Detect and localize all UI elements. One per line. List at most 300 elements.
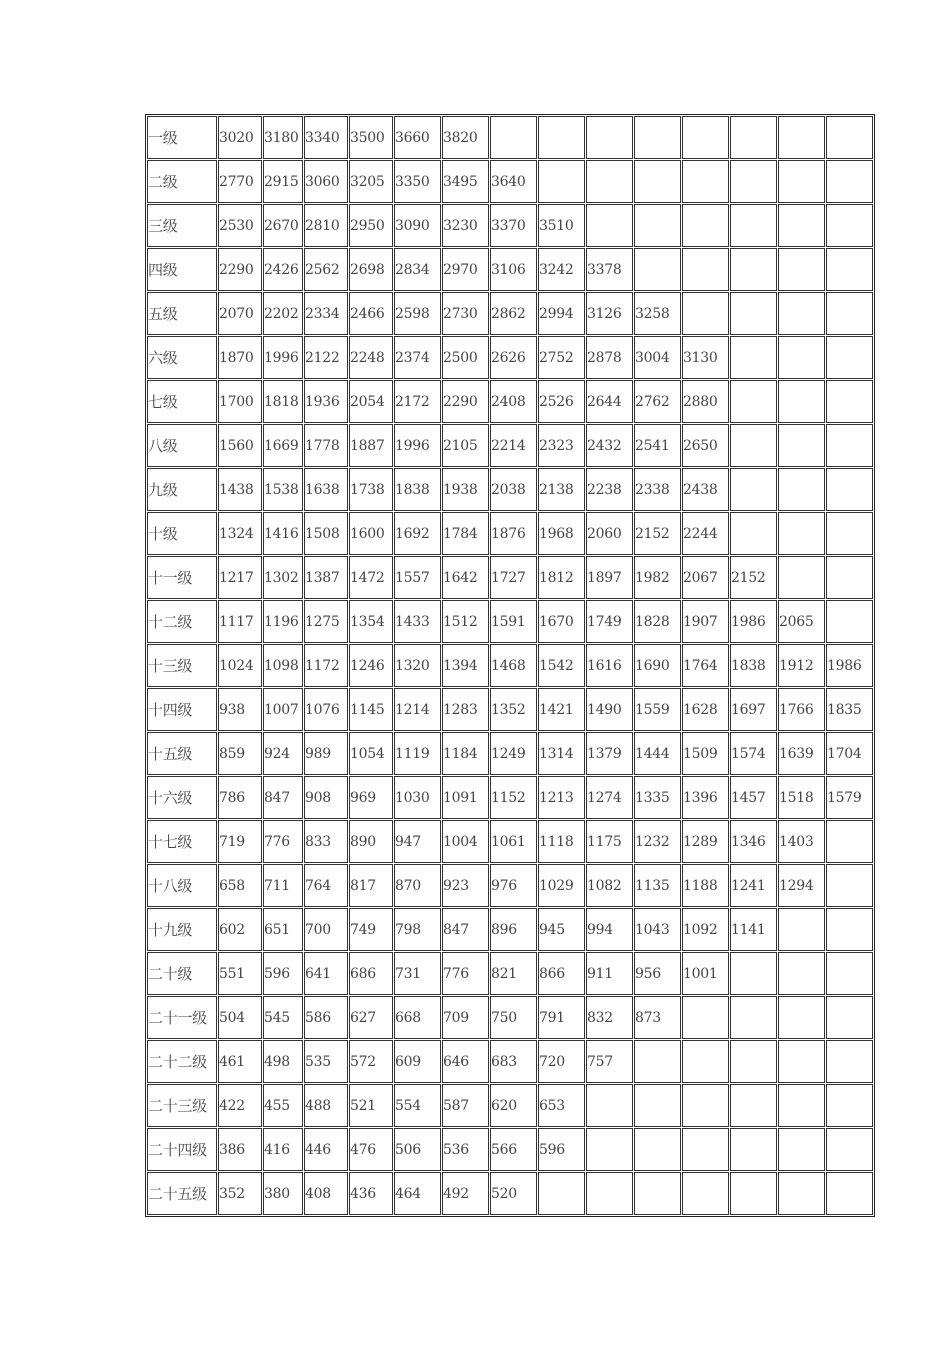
salary-cell: 1700 [218, 380, 262, 423]
salary-cell: 1490 [586, 688, 633, 731]
salary-cell: 1379 [586, 732, 633, 775]
salary-cell [826, 1040, 873, 1083]
salary-cell: 1579 [826, 776, 873, 819]
grade-label: 二十五级 [147, 1172, 217, 1215]
salary-cell: 1628 [682, 688, 729, 731]
salary-cell: 1335 [634, 776, 681, 819]
table-row [147, 1084, 873, 1127]
salary-cell [682, 1040, 729, 1083]
salary-cell: 3060 [304, 160, 348, 203]
table-row [147, 952, 873, 995]
grade-label: 十七级 [147, 820, 217, 863]
salary-cell: 1838 [730, 644, 777, 687]
salary-cell [730, 116, 777, 159]
salary-cell [778, 336, 825, 379]
salary-cell: 1472 [349, 556, 393, 599]
salary-cell: 476 [349, 1128, 393, 1171]
salary-cell: 2562 [304, 248, 348, 291]
salary-cell [682, 1172, 729, 1215]
salary-cell: 1642 [442, 556, 489, 599]
salary-cell [826, 204, 873, 247]
salary-cell: 658 [218, 864, 262, 907]
salary-cell: 776 [442, 952, 489, 995]
salary-cell: 1457 [730, 776, 777, 819]
salary-cell: 455 [263, 1084, 303, 1127]
salary-cell: 2152 [730, 556, 777, 599]
salary-cell [730, 160, 777, 203]
table-row [147, 380, 873, 423]
salary-cell: 908 [304, 776, 348, 819]
salary-cell: 1275 [304, 600, 348, 643]
salary-cell: 1542 [538, 644, 585, 687]
grade-label: 二十二级 [147, 1040, 217, 1083]
salary-cell [730, 204, 777, 247]
salary-cell: 492 [442, 1172, 489, 1215]
salary-cell: 498 [263, 1040, 303, 1083]
salary-cell: 380 [263, 1172, 303, 1215]
salary-cell [826, 820, 873, 863]
salary-cell: 1076 [304, 688, 348, 731]
salary-cell: 1574 [730, 732, 777, 775]
salary-cell [778, 248, 825, 291]
salary-cell: 1704 [826, 732, 873, 775]
salary-cell [778, 424, 825, 467]
salary-cell: 1421 [538, 688, 585, 731]
table-row [147, 512, 873, 555]
salary-cell: 719 [218, 820, 262, 863]
salary-cell: 408 [304, 1172, 348, 1215]
salary-cell: 2067 [682, 556, 729, 599]
grade-label: 十六级 [147, 776, 217, 819]
salary-cell: 572 [349, 1040, 393, 1083]
salary-cell: 641 [304, 952, 348, 995]
salary-cell: 627 [349, 996, 393, 1039]
salary-cell: 1509 [682, 732, 729, 775]
table-row [147, 1128, 873, 1171]
grade-label: 三级 [147, 204, 217, 247]
salary-cell [634, 204, 681, 247]
salary-cell [730, 424, 777, 467]
salary-cell: 2038 [490, 468, 537, 511]
grade-label: 十五级 [147, 732, 217, 775]
salary-cell: 1196 [263, 600, 303, 643]
table-row [147, 600, 873, 643]
salary-cell: 2834 [394, 248, 441, 291]
salary-cell: 620 [490, 1084, 537, 1127]
salary-cell [778, 952, 825, 995]
salary-cell: 1828 [634, 600, 681, 643]
grade-label: 十八级 [147, 864, 217, 907]
salary-cell: 2970 [442, 248, 489, 291]
salary-cell: 1938 [442, 468, 489, 511]
salary-cell: 2408 [490, 380, 537, 423]
salary-cell: 976 [490, 864, 537, 907]
salary-cell [682, 204, 729, 247]
salary-cell: 1560 [218, 424, 262, 467]
salary-cell: 923 [442, 864, 489, 907]
salary-cell: 1468 [490, 644, 537, 687]
table-body [147, 116, 873, 1215]
salary-cell: 2172 [394, 380, 441, 423]
salary-cell: 1118 [538, 820, 585, 863]
salary-cell: 1029 [538, 864, 585, 907]
salary-cell [778, 512, 825, 555]
salary-cell: 791 [538, 996, 585, 1039]
salary-cell: 1764 [682, 644, 729, 687]
salary-cell: 1283 [442, 688, 489, 731]
grade-label: 七级 [147, 380, 217, 423]
salary-cell: 566 [490, 1128, 537, 1171]
salary-cell: 1616 [586, 644, 633, 687]
salary-cell: 2065 [778, 600, 825, 643]
salary-cell: 1092 [682, 908, 729, 951]
salary-cell: 1766 [778, 688, 825, 731]
salary-cell: 1098 [263, 644, 303, 687]
salary-cell: 1557 [394, 556, 441, 599]
salary-cell: 521 [349, 1084, 393, 1127]
salary-cell [826, 1084, 873, 1127]
salary-cell: 911 [586, 952, 633, 995]
salary-cell: 947 [394, 820, 441, 863]
salary-cell: 3378 [586, 248, 633, 291]
salary-cell [730, 336, 777, 379]
salary-cell: 646 [442, 1040, 489, 1083]
grade-label: 十级 [147, 512, 217, 555]
salary-cell: 2698 [349, 248, 393, 291]
salary-cell: 386 [218, 1128, 262, 1171]
salary-cell: 3820 [442, 116, 489, 159]
salary-cell: 2644 [586, 380, 633, 423]
table-row [147, 468, 873, 511]
salary-cell: 2650 [682, 424, 729, 467]
salary-cell: 1249 [490, 732, 537, 775]
salary-cell: 2202 [263, 292, 303, 335]
salary-cell: 1394 [442, 644, 489, 687]
salary-cell: 520 [490, 1172, 537, 1215]
salary-cell: 1835 [826, 688, 873, 731]
salary-cell: 545 [263, 996, 303, 1039]
salary-cell [682, 116, 729, 159]
salary-cell: 938 [218, 688, 262, 731]
salary-cell: 535 [304, 1040, 348, 1083]
salary-cell: 1091 [442, 776, 489, 819]
salary-cell: 1024 [218, 644, 262, 687]
salary-cell: 1294 [778, 864, 825, 907]
salary-cell: 2432 [586, 424, 633, 467]
salary-cell: 1141 [730, 908, 777, 951]
salary-cell [826, 1128, 873, 1171]
salary-cell: 1030 [394, 776, 441, 819]
grade-label: 一级 [147, 116, 217, 159]
salary-cell [778, 908, 825, 951]
salary-cell: 3020 [218, 116, 262, 159]
table-row [147, 116, 873, 159]
salary-cell [826, 292, 873, 335]
salary-cell [778, 1172, 825, 1215]
salary-cell: 1246 [349, 644, 393, 687]
grade-label: 二级 [147, 160, 217, 203]
salary-cell: 873 [634, 996, 681, 1039]
grade-label: 十四级 [147, 688, 217, 731]
salary-cell: 2214 [490, 424, 537, 467]
salary-cell: 2060 [586, 512, 633, 555]
salary-cell: 2054 [349, 380, 393, 423]
salary-cell: 1512 [442, 600, 489, 643]
salary-cell: 2626 [490, 336, 537, 379]
salary-cell [730, 996, 777, 1039]
salary-cell [634, 1040, 681, 1083]
salary-cell: 668 [394, 996, 441, 1039]
salary-cell: 1444 [634, 732, 681, 775]
salary-cell [826, 908, 873, 951]
salary-cell [826, 116, 873, 159]
salary-cell: 609 [394, 1040, 441, 1083]
table-row [147, 204, 873, 247]
salary-cell [730, 1128, 777, 1171]
salary-cell: 2338 [634, 468, 681, 511]
salary-cell [586, 116, 633, 159]
table-row [147, 1172, 873, 1215]
table-row [147, 292, 873, 335]
salary-cell: 1043 [634, 908, 681, 951]
table-row [147, 996, 873, 1039]
salary-cell: 1396 [682, 776, 729, 819]
salary-cell: 554 [394, 1084, 441, 1127]
salary-cell [538, 1172, 585, 1215]
salary-cell [586, 1172, 633, 1215]
salary-cell [826, 424, 873, 467]
salary-cell: 1314 [538, 732, 585, 775]
salary-cell: 700 [304, 908, 348, 951]
salary-cell: 1870 [218, 336, 262, 379]
salary-cell: 1007 [263, 688, 303, 731]
salary-cell [730, 248, 777, 291]
salary-cell [778, 1040, 825, 1083]
salary-cell: 798 [394, 908, 441, 951]
salary-cell: 833 [304, 820, 348, 863]
salary-cell: 1727 [490, 556, 537, 599]
salary-cell: 536 [442, 1128, 489, 1171]
table-row [147, 424, 873, 467]
salary-cell [778, 160, 825, 203]
salary-cell: 890 [349, 820, 393, 863]
salary-cell: 2105 [442, 424, 489, 467]
salary-cell: 1996 [394, 424, 441, 467]
salary-cell: 1996 [263, 336, 303, 379]
salary-cell: 602 [218, 908, 262, 951]
salary-cell: 1172 [304, 644, 348, 687]
table-row [147, 820, 873, 863]
salary-cell [538, 116, 585, 159]
salary-cell [730, 292, 777, 335]
salary-cell: 488 [304, 1084, 348, 1127]
salary-cell: 989 [304, 732, 348, 775]
salary-cell: 1302 [263, 556, 303, 599]
salary-cell: 1812 [538, 556, 585, 599]
grade-label: 十九级 [147, 908, 217, 951]
salary-cell: 587 [442, 1084, 489, 1127]
salary-cell: 1778 [304, 424, 348, 467]
salary-cell [730, 468, 777, 511]
salary-cell [586, 204, 633, 247]
salary-cell: 2152 [634, 512, 681, 555]
salary-cell: 3090 [394, 204, 441, 247]
salary-cell: 1936 [304, 380, 348, 423]
salary-cell: 776 [263, 820, 303, 863]
salary-cell: 2915 [263, 160, 303, 203]
salary-cell: 1591 [490, 600, 537, 643]
salary-cell [730, 1084, 777, 1127]
salary-cell: 2248 [349, 336, 393, 379]
salary-cell [778, 996, 825, 1039]
salary-cell: 1387 [304, 556, 348, 599]
salary-cell: 1784 [442, 512, 489, 555]
salary-cell: 1274 [586, 776, 633, 819]
salary-cell: 2541 [634, 424, 681, 467]
salary-cell: 1600 [349, 512, 393, 555]
salary-cell: 2810 [304, 204, 348, 247]
salary-cell: 924 [263, 732, 303, 775]
salary-cell: 2598 [394, 292, 441, 335]
salary-cell: 2770 [218, 160, 262, 203]
salary-cell [826, 996, 873, 1039]
salary-cell: 1838 [394, 468, 441, 511]
salary-cell [586, 1084, 633, 1127]
salary-cell: 1188 [682, 864, 729, 907]
grade-label: 二十级 [147, 952, 217, 995]
salary-cell: 1354 [349, 600, 393, 643]
salary-cell: 2950 [349, 204, 393, 247]
salary-cell: 1670 [538, 600, 585, 643]
salary-cell [586, 1128, 633, 1171]
salary-cell: 2323 [538, 424, 585, 467]
salary-cell: 3130 [682, 336, 729, 379]
grade-label: 二十三级 [147, 1084, 217, 1127]
salary-cell: 1241 [730, 864, 777, 907]
salary-cell: 2374 [394, 336, 441, 379]
salary-cell: 731 [394, 952, 441, 995]
salary-cell: 847 [442, 908, 489, 951]
salary-cell: 1232 [634, 820, 681, 863]
salary-cell: 2878 [586, 336, 633, 379]
salary-cell [826, 1172, 873, 1215]
salary-cell: 3510 [538, 204, 585, 247]
salary-cell: 3180 [263, 116, 303, 159]
salary-cell: 1887 [349, 424, 393, 467]
salary-cell: 446 [304, 1128, 348, 1171]
salary-cell: 3350 [394, 160, 441, 203]
salary-cell: 422 [218, 1084, 262, 1127]
salary-cell: 506 [394, 1128, 441, 1171]
salary-cell: 416 [263, 1128, 303, 1171]
salary-cell: 847 [263, 776, 303, 819]
salary-cell: 3230 [442, 204, 489, 247]
salary-cell: 1639 [778, 732, 825, 775]
salary-cell: 1638 [304, 468, 348, 511]
salary-cell: 1738 [349, 468, 393, 511]
salary-cell: 1001 [682, 952, 729, 995]
table-row [147, 864, 873, 907]
salary-cell: 1876 [490, 512, 537, 555]
salary-cell [538, 160, 585, 203]
grade-label: 十三级 [147, 644, 217, 687]
salary-cell [730, 380, 777, 423]
salary-cell: 859 [218, 732, 262, 775]
salary-cell [682, 160, 729, 203]
salary-cell: 757 [586, 1040, 633, 1083]
salary-cell: 683 [490, 1040, 537, 1083]
salary-cell: 3004 [634, 336, 681, 379]
salary-cell: 832 [586, 996, 633, 1039]
salary-cell: 1968 [538, 512, 585, 555]
grade-label: 十二级 [147, 600, 217, 643]
grade-label: 八级 [147, 424, 217, 467]
salary-cell: 1004 [442, 820, 489, 863]
salary-cell: 1217 [218, 556, 262, 599]
salary-cell [730, 512, 777, 555]
salary-cell: 2862 [490, 292, 537, 335]
salary-cell [778, 556, 825, 599]
salary-cell: 3205 [349, 160, 393, 203]
salary-cell: 1135 [634, 864, 681, 907]
salary-cell: 2530 [218, 204, 262, 247]
salary-cell: 2122 [304, 336, 348, 379]
salary-cell: 994 [586, 908, 633, 951]
salary-cell: 2670 [263, 204, 303, 247]
grade-label: 四级 [147, 248, 217, 291]
salary-grade-table [145, 114, 875, 1217]
salary-cell: 3370 [490, 204, 537, 247]
table-row [147, 732, 873, 775]
salary-cell: 3640 [490, 160, 537, 203]
table-row [147, 556, 873, 599]
salary-cell [826, 468, 873, 511]
salary-cell [778, 116, 825, 159]
table-row [147, 776, 873, 819]
salary-cell: 1818 [263, 380, 303, 423]
salary-cell: 3340 [304, 116, 348, 159]
table-row [147, 688, 873, 731]
salary-cell: 2070 [218, 292, 262, 335]
salary-cell: 2500 [442, 336, 489, 379]
salary-cell: 3660 [394, 116, 441, 159]
salary-cell [634, 1172, 681, 1215]
salary-cell: 1508 [304, 512, 348, 555]
salary-cell: 896 [490, 908, 537, 951]
salary-cell: 1982 [634, 556, 681, 599]
salary-cell [778, 1084, 825, 1127]
salary-cell: 786 [218, 776, 262, 819]
salary-cell: 1438 [218, 468, 262, 511]
salary-cell: 586 [304, 996, 348, 1039]
salary-cell [826, 380, 873, 423]
salary-cell: 3126 [586, 292, 633, 335]
salary-cell: 720 [538, 1040, 585, 1083]
salary-cell: 1897 [586, 556, 633, 599]
salary-cell: 1320 [394, 644, 441, 687]
salary-cell: 945 [538, 908, 585, 951]
salary-cell: 1690 [634, 644, 681, 687]
salary-cell: 1346 [730, 820, 777, 863]
salary-cell: 817 [349, 864, 393, 907]
salary-cell: 1692 [394, 512, 441, 555]
salary-cell [826, 512, 873, 555]
salary-cell: 653 [538, 1084, 585, 1127]
salary-cell [634, 248, 681, 291]
grade-label: 二十四级 [147, 1128, 217, 1171]
grade-label: 九级 [147, 468, 217, 511]
salary-cell: 1518 [778, 776, 825, 819]
